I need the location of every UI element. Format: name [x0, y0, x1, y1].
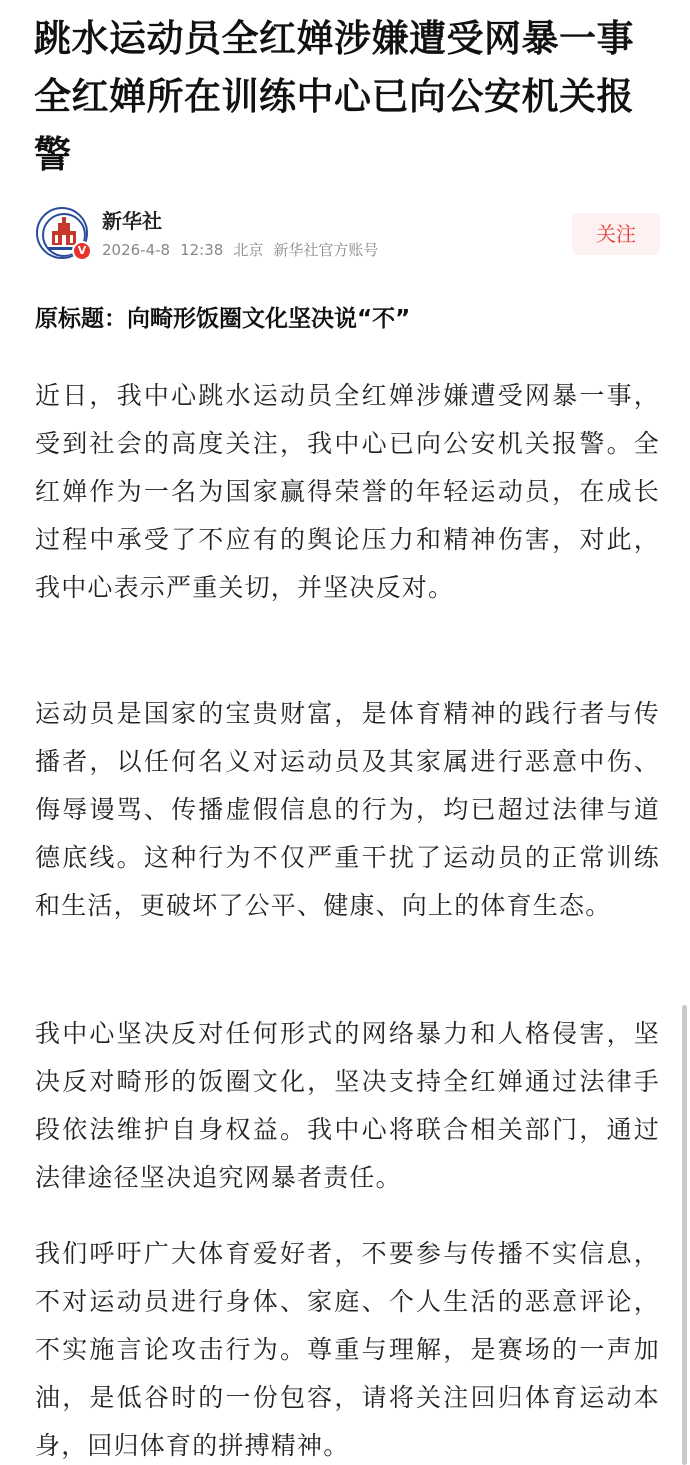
publish-time: 12:38 — [180, 241, 224, 259]
account-label: 新华社官方账号 — [273, 241, 379, 259]
article-headline: 跳水运动员全红婵涉嫌遭受网暴一事全红婵所在训练中心已向公安机关报警 — [34, 17, 634, 176]
follow-button[interactable]: 关注 — [572, 213, 660, 255]
publish-location: 北京 — [233, 241, 264, 259]
author-name[interactable]: 新华社 — [102, 209, 162, 233]
original-title: 原标题：向畸形饭圈文化坚决说“不” — [35, 306, 411, 332]
verified-badge-icon: V — [72, 241, 92, 261]
article-meta — [102, 239, 388, 260]
paragraph-2: 运动员是国家的宝贵财富，是体育精神的践行者与传播者，以任何名义对运动员及其家属进行恶意中伤、侮辱谩骂、传播虚假信息的行为，均已超过法律与道德底线。这种行为不仅严重干扰了运动员的正常训练和生活，更破坏了公平、健康、向上的体育生态。 — [35, 699, 660, 920]
author-row — [36, 205, 660, 265]
paragraph-3: 我中心坚决反对任何形式的网络暴力和人格侵害，坚决反对畸形的饭圈文化，坚决支持全红婵通过法律手段依法维护自身权益。我中心将联合相关部门，通过法律途径坚决追究网暴者责任。 — [35, 1019, 660, 1192]
paragraph-1: 近日，我中心跳水运动员全红婵涉嫌遭受网暴一事，受到社会的高度关注，我中心已向公安机关报警。全红婵作为一名为国家赢得荣誉的年轻运动员，在成长过程中承受了不应有的舆论压力和精神伤害，对此，我中心表示严重关切，并坚决反对。 — [35, 381, 660, 602]
publish-date: 2026-4-8 — [102, 241, 171, 259]
scrollbar[interactable] — [682, 1005, 687, 1465]
paragraph-4: 我们呼吁广大体育爱好者，不要参与传播不实信息，不对运动员进行身体、家庭、个人生活的恶意评论，不实施言论攻击行为。尊重与理解，是赛场的一声加油，是低谷时的一份包容，请将关注回归体育运动本身，回归体育的拼搏精神。 — [35, 1239, 660, 1460]
